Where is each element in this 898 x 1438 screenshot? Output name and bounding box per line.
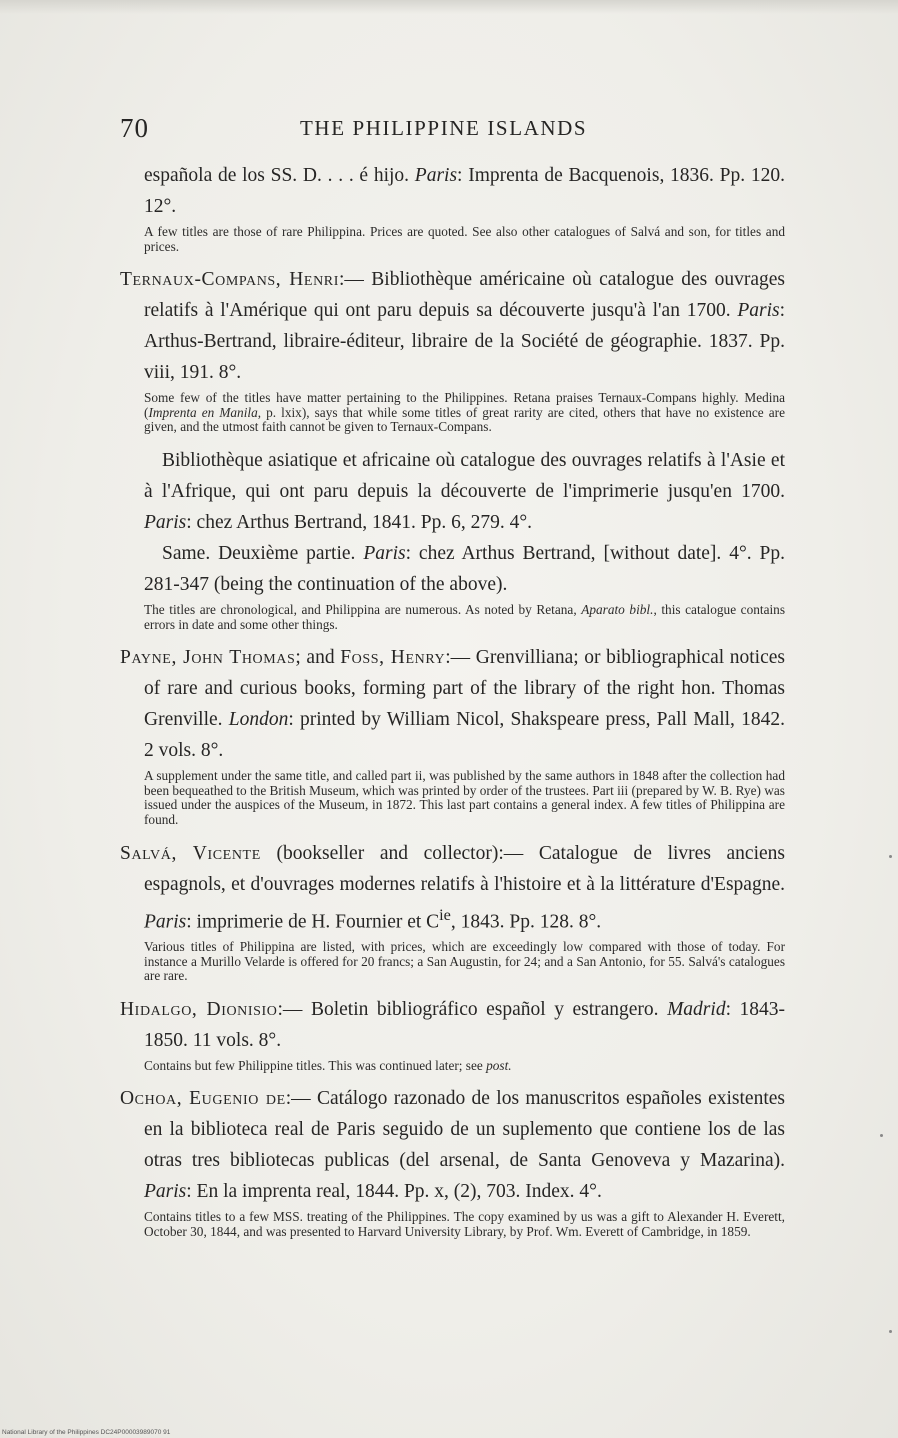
page-header — [120, 113, 785, 143]
entry-salva: Salvá, Vicente (bookseller and collector):— Catalogue de livres anciens espagnols, et d'ouvrages modernes relatifs à l'histoire et à la littérature d'Espagne. Paris: imprimerie de H. Fournier et $C^{ie}$, 1843. Pp. 128. 8°. — [120, 842, 786, 933]
entry-note: A few titles are those of rare Philippina. Prices are quoted. See also other catalogues of Salvá and son, for titles and prices. — [144, 224, 785, 254]
author-name: Salvá, Vicente — [120, 842, 261, 864]
author-name: Hidalgo, Dionisio — [120, 998, 278, 1020]
imprint-place: Madrid — [667, 998, 726, 1020]
author-name: Foss, Henry — [340, 647, 446, 669]
entry-note: Contains but few Philippine titles. This was continued later; see post. — [144, 1057, 512, 1073]
page-number: 70 — [120, 113, 149, 143]
imprint-place: Paris — [414, 165, 458, 186]
entry-ternaux-compans: Ternaux-Compans, Henri:— Bibliothèque américaine où catalogue des ouvrages relatifs à l'Amérique qui ont paru depuis sa découverte jusqu'à l'an 1700. Paris: Arthus-Bertrand, libraire-éditeur, libraire de la Société de géographie. 1837. Pp. viii, 191. 8°. — [120, 269, 785, 384]
entry-payne-foss: Payne, John Thomas; and Foss, Henry:— Grenvilliana; or bibliographical notices of rare and curious books, forming part of the library of the right hon. Thomas Grenville. London: printed by William Nicol, Shakspeare press, Pall Mall, 1842. 2 vols. 8°. — [120, 647, 786, 762]
imprint-place: Paris — [144, 511, 187, 533]
author-name: Payne, John Thomas — [120, 647, 296, 669]
scan-shadow — [0, 0, 898, 14]
entry-ochoa: Ochoa, Eugenio de:— Catálogo razonado de los manuscritos españoles existentes en la biblioteca real de Paris seguido de un suplemento que contiene los de las otras tres bibliotecas publicas (del arsenal, de Santa Genoveva y Mazarina). Paris: En la imprenta real, 1844. Pp. x, (2), 703. Index. 4°. — [120, 1088, 785, 1203]
imprint-place: Paris — [363, 542, 406, 564]
entry-bibliotheque-asiatique: Bibliothèque asiatique et africaine où catalogue des ouvrages relatifs à l'Asie et à l'Afrique, qui ont paru depuis la découverte de l'imprimerie jusqu'en 1700. Paris: chez Arthus Bertrand, 1841. Pp. 6, 279. 4°. — [144, 449, 785, 533]
imprint-place: Paris — [144, 911, 187, 933]
scan-speck — [889, 1330, 892, 1333]
entry-note: A supplement under the same title, and called part ii, was published by the same authors in 1848 after the collection had been bequeathed to the British Museum, which was printed by order of the trustees. Part iii (prepared by W. B. Rye) was issued under the auspices of the Museum, in 1872. This last part contains a general index. A few titles of Philippina are found. — [144, 768, 785, 827]
bibliography-content — [120, 160, 785, 1250]
author-name: Ternaux-Compans, Henri — [120, 269, 339, 291]
running-title: THE PHILIPPINE ISLANDS — [300, 116, 588, 140]
entry-note: Various titles of Philippina are listed, with prices, which are exceedingly low compared with those of today. For instance a Murillo Velarde is offered for 20 francs; a San Augustin, for 24; and a San Antonio, for 55. Salvá's catalogues are rare. — [144, 939, 785, 984]
scan-speck — [880, 1134, 883, 1137]
scan-speck — [889, 855, 892, 858]
entry-hidalgo: Hidalgo, Dionisio:— Boletin bibliográfico español y estrangero. Madrid: 1843-1850. 11 vols. 8°. — [120, 998, 785, 1051]
entry-same-deuxieme-partie: Same. Deuxième partie. Paris: chez Arthus Bertrand, [without date]. 4°. Pp. 281-347 (being the continuation of the above). — [144, 542, 785, 595]
author-name: Ochoa, Eugenio de — [120, 1088, 286, 1110]
entry-note: Some few of the titles have matter pertaining to the Philippines. Retana praises Ternaux-Compans highly. Medina (Imprenta en Manila, p. lxix), says that while some titles of great rarity are cited, others that have no existence are given, and the utmost faith cannot be given to Ternaux-Compans. — [144, 390, 785, 435]
entry-continuation: española de los SS. D. . . . é hijo. Paris: Imprenta de Bacquenois, 1836. Pp. 120. 12°. — [144, 165, 785, 217]
entry-note: The titles are chronological, and Philippina are numerous. As noted by Retana, Aparato bibl., this catalogue contains errors in date and some other things. — [144, 601, 785, 632]
scan-credit: National Library of the Philippines DC24P00003989070 91 — [2, 1429, 171, 1436]
imprint-place: London — [228, 709, 289, 731]
entry-note: Contains titles to a few MSS. treating of the Philippines. The copy examined by us was a gift to Alexander H. Everett, October 30, 1844, and was presented to Harvard University Library, by Prof. Wm. Everett of Cambridge, in 1859. — [144, 1209, 785, 1239]
imprint-place: Paris — [737, 300, 780, 322]
imprint-place: Paris — [144, 1181, 187, 1203]
